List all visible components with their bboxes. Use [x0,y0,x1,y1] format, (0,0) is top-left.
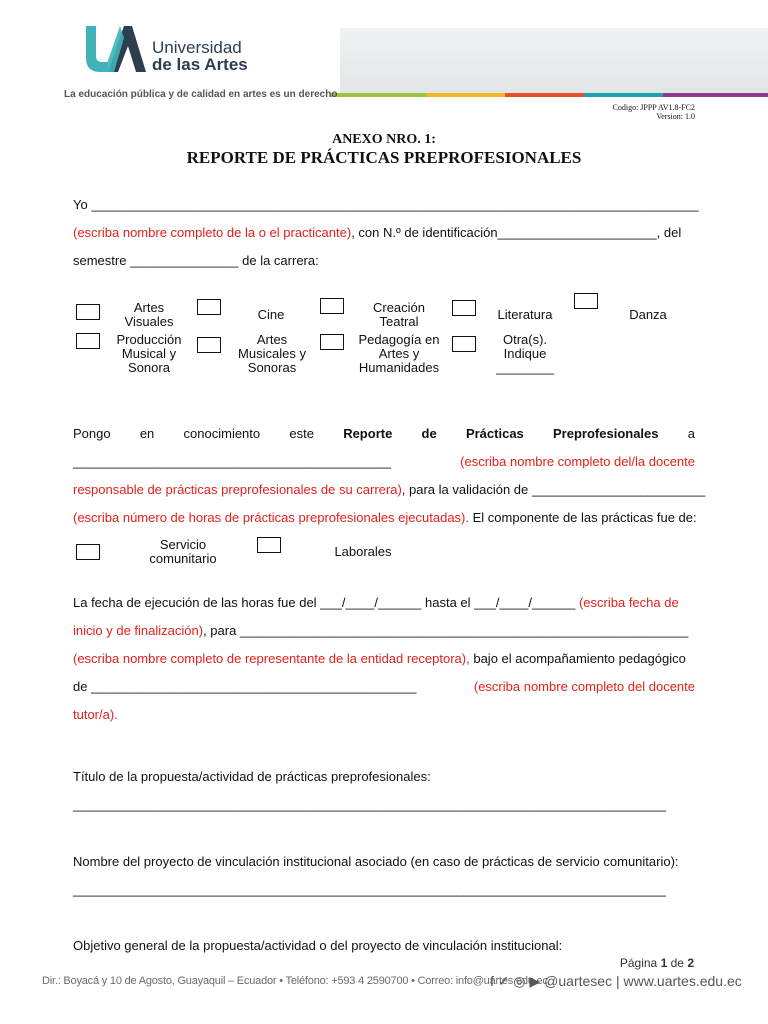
footer-address: Dir.: Boyacá y 10 de Agosto, Guayaquil – Ecuador • Teléfono: +593 4 2590700 • Correo: info@uartes.edu.ec [42,975,548,987]
student-name-hint: (escriba nombre completo de la o el practicante) [73,225,352,240]
page-total: 2 [687,956,694,970]
word: a [687,426,695,441]
university-logo [84,26,146,72]
hours-line [73,510,695,525]
checkbox-otras[interactable] [452,336,476,352]
pongo-line [73,426,695,441]
checkbox-produccion-musical[interactable] [76,333,100,349]
checkbox-artes-visuales[interactable] [76,304,100,320]
id-text: , con N.º de identificación______________________, del [351,225,682,240]
hours-hint: (escriba número de horas de prácticas preprofesionales ejecutadas). [73,510,469,525]
career-label: Cine [257,307,285,322]
code-text: Codigo: JPPP AV1.8-FC2 [612,103,695,112]
entity-text: , para ______________________________________________________________ [203,623,689,638]
page-number [620,956,694,970]
component-label: Laborales [334,544,392,559]
id-line [73,225,695,240]
checkbox-danza[interactable] [574,293,598,309]
project-name-label: Nombre del proyecto de vinculación institucional asociado (en caso de prácticas de servicio comunitario): [73,854,679,869]
version-text: Version: 1.0 [656,112,695,121]
university-name [152,39,248,73]
checkbox-laborales[interactable] [257,537,281,553]
career-label: Danza [629,307,667,322]
page-current: 1 [660,956,668,970]
word: Pongo [73,426,111,441]
word: de [421,426,437,441]
word: Prácticas [465,426,524,441]
component-text: El componente de las prácticas fue de: [469,510,697,525]
checkbox-literatura[interactable] [452,300,476,316]
page-of: de [670,956,684,970]
word: Preprofesionales [553,426,659,441]
word: Reporte [343,426,393,441]
tutor-hint: (escriba nombre completo del docente [473,679,695,694]
word: este [289,426,314,441]
dates-hint-cont: inicio y de finalización) [73,623,204,638]
tutor-blank: de _____________________________________________ [73,679,417,694]
checkbox-artes-musicales[interactable] [197,337,221,353]
checkbox-pedagogia[interactable] [320,334,344,350]
dates-line [73,595,695,610]
checkbox-servicio-comunitario[interactable] [76,544,100,560]
career-label: Creación Teatral [372,300,426,329]
representative-hint: (escriba nombre completo de representante de la entidad receptora), [73,651,470,666]
validation-text: , para la validación de ________________________ [401,482,706,497]
career-label: Literatura [497,307,553,322]
teacher-hint-cont: responsable de prácticas preprofesionales de su carrera) [73,482,402,497]
proposal-title-blank: __________________________________________________________________________________ [73,797,666,812]
yo-line: Yo ____________________________________________________________________________________ [73,197,699,212]
project-name-blank: __________________________________________________________________________________ [73,882,666,897]
word: en [139,426,155,441]
logo-line-1: Universidad [152,38,242,57]
objective-label: Objetivo general de la propuesta/actividad o del proyecto de vinculación institucional: [73,938,563,953]
support-text: bajo el acompañamiento pedagógico [469,651,686,666]
career-label: Producción Musical y Sonora [116,332,182,375]
checkbox-cine[interactable] [197,299,221,315]
career-label: Pedagogía en Artes y Humanidades [358,332,440,375]
validation-line [73,482,706,497]
teacher-line [73,454,695,469]
logo-line-2: de las Artes [152,55,248,74]
building-image [340,28,768,94]
tutor-line [73,679,695,694]
dates-text: La fecha de ejecución de las horas fue del ___/____/______ hasta el ___/____/______ [73,595,579,610]
dates-hint: (escriba fecha de [578,595,679,610]
career-label: Otra(s). Indique ________ [496,332,554,375]
semester-line: semestre _______________ de la carrera: [73,253,319,268]
teacher-name-hint: (escriba nombre completo del/la docente [460,454,695,469]
career-label: Artes Visuales [124,300,174,329]
page-label: Página [619,956,658,970]
annex-label: ANEXO NRO. 1: [332,132,436,147]
document-code [613,103,695,121]
footer-social: f ✓ ◎ ▶ @uartesec | www.uartes.edu.ec [490,973,742,989]
tagline: La educación pública y de calidad en artes es un derecho [64,89,338,100]
representative-line [73,651,695,666]
entity-line [73,623,695,638]
page-title: REPORTE DE PRÁCTICAS PREPROFESIONALES [186,148,582,167]
career-label: Artes Musicales y Sonoras [238,332,306,375]
component-label: Servicio comunitario [149,537,217,566]
checkbox-creacion-teatral[interactable] [320,298,344,314]
tutor-hint-cont: tutor/a). [73,707,118,722]
blank: ____________________________________________ [73,454,392,469]
word: conocimiento [183,426,261,441]
color-bar [330,93,768,97]
proposal-title-label: Título de la propuesta/actividad de prácticas preprofesionales: [73,769,431,784]
